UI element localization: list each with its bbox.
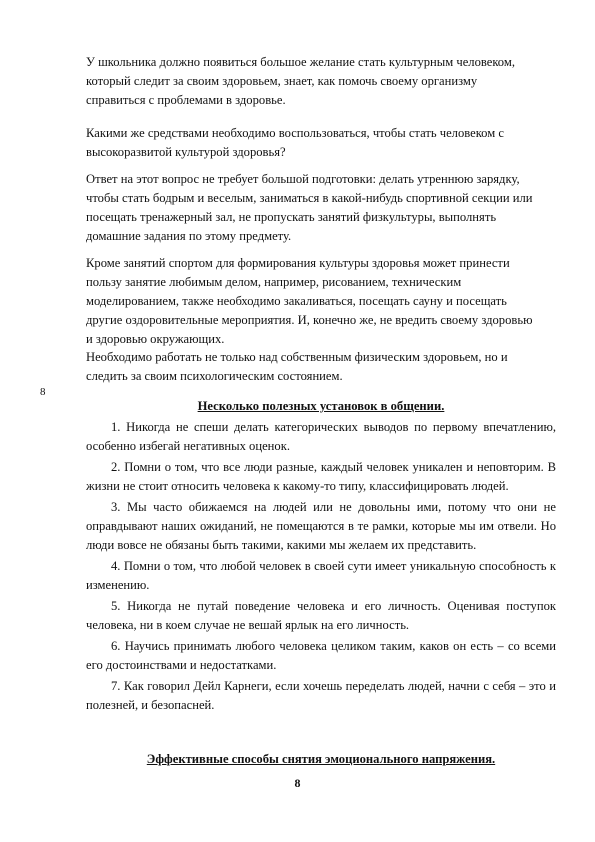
list-item: 4. Помни о том, что любой человек в своей сути имеет уникальную способность к изменению. xyxy=(86,559,556,592)
paragraph-5: Необходимо работать не только над собственным физическим здоровьем, но и следить за своим психологическим состоянием. xyxy=(86,350,508,383)
list-item: 5. Никогда не путай поведение человека и его личность. Оценивая поступок человека, ни в коем случае не вешай ярлык на его личность. xyxy=(86,599,556,632)
paragraph-1: У школьника должно появиться большое желание стать культурным человеком, который следит за своим здоровьем, знает, как помочь своему организму справиться с проблемами в здоровье. xyxy=(86,55,515,107)
list-item: 6. Научись принимать любого человека целиком таким, каков он есть – со всеми его достоинствами и недостатками. xyxy=(86,639,556,672)
communication-tips-list xyxy=(86,418,556,717)
margin-page-number: 8 xyxy=(40,386,46,398)
section-heading-communication: Несколько полезных установок в общении. xyxy=(197,399,445,413)
paragraph-4: Кроме занятий спортом для формирования культуры здоровья может принести пользу занятие любимым делом, например, рисованием, техническим моделированием, также необходимо закаливаться, посещать сауну и посещать другие оздоровительные мероприятия. И, конечно же, не вредить своему здоровью и здоровью окружающих. xyxy=(86,256,533,346)
paragraph-2: Какими же средствами необходимо воспользоваться, чтобы стать человеком с высокоразвитой культурой здоровья? xyxy=(86,126,504,159)
list-item: 2. Помни о том, что все люди разные, каждый человек уникален и неповторим. В жизни не стоит относить человека к какому-то типу, классифицировать людей. xyxy=(86,460,556,493)
list-item: 3. Мы часто обижаемся на людей или не довольны ими, потому что они не оправдывают наших ожиданий, не помещаются в те рамки, которые мы им отвели. Но люди вовсе не обязаны быть такими, какими мы желаем их представить. xyxy=(86,500,556,552)
page-number: 8 xyxy=(294,776,301,790)
list-item: 1. Никогда не спеши делать категорических выводов по первому впечатлению, особенно избегай негативных оценок. xyxy=(86,420,556,453)
paragraph-3: Ответ на этот вопрос не требует большой подготовки: делать утреннюю зарядку, чтобы стать бодрым и веселым, заниматься в какой-нибудь спортивной секции или посещать тренажерный зал, не пропускать занятий физкультуры, выполнять домашние задания по этому предмету. xyxy=(86,172,533,243)
list-item: 7. Как говорил Дейл Карнеги, если хочешь переделать людей, начни с себя – это и полезней, и безопасней. xyxy=(86,679,556,712)
section-heading-stress-relief: Эффективные способы снятия эмоционального напряжения. xyxy=(146,752,496,766)
